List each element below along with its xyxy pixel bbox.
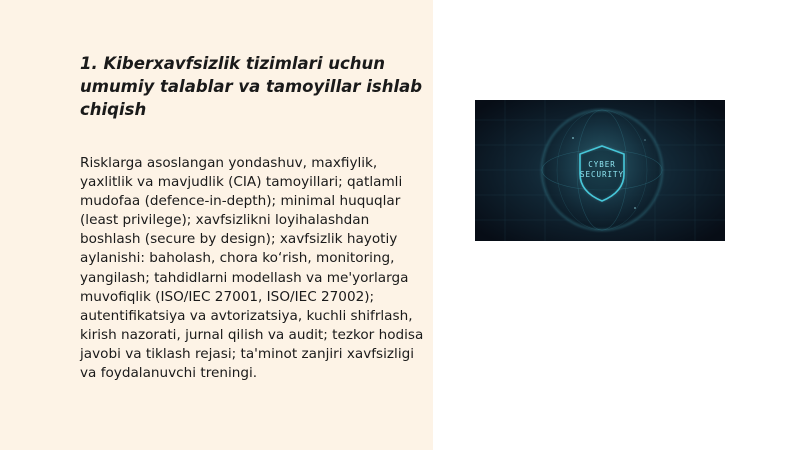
- image-caption-line2: SECURITY: [579, 170, 625, 179]
- slide-title: 1. Kiberxavfsizlik tizimlari uchun umumiy talablar va tamoyillar ishlab chiqish: [80, 54, 423, 119]
- cyber-security-image: [475, 100, 725, 241]
- slide-body: Risklarga asoslangan yondashuv, maxfiylik, yaxlitlik va mavjudlik (CIA) tamoyillari; qatlamli mudofaa (defence-in-depth); minimal huquqlar (least privilege); xavfsizlikni loyihalashdan boshlash (secure by design); xavfsizlik hayotiy aylanishi: baholash, chora ko‘rish, monitoring, yangilash; tahdidlarni modellash va me'yorlarga muvofiqlik (ISO/IEC 27001, ISO/IEC 27002); autentifikatsiya va avtorizatsiya, kuchli shifrlash, kirish nazorati, jurnal qilish va audit; tezkor hodisa javobi va tiklash rejasi; ta'minot zanjiri xavfsizligi va foydalanuvchi treningi.: [80, 155, 424, 382]
- image-caption-line1: CYBER: [588, 160, 616, 169]
